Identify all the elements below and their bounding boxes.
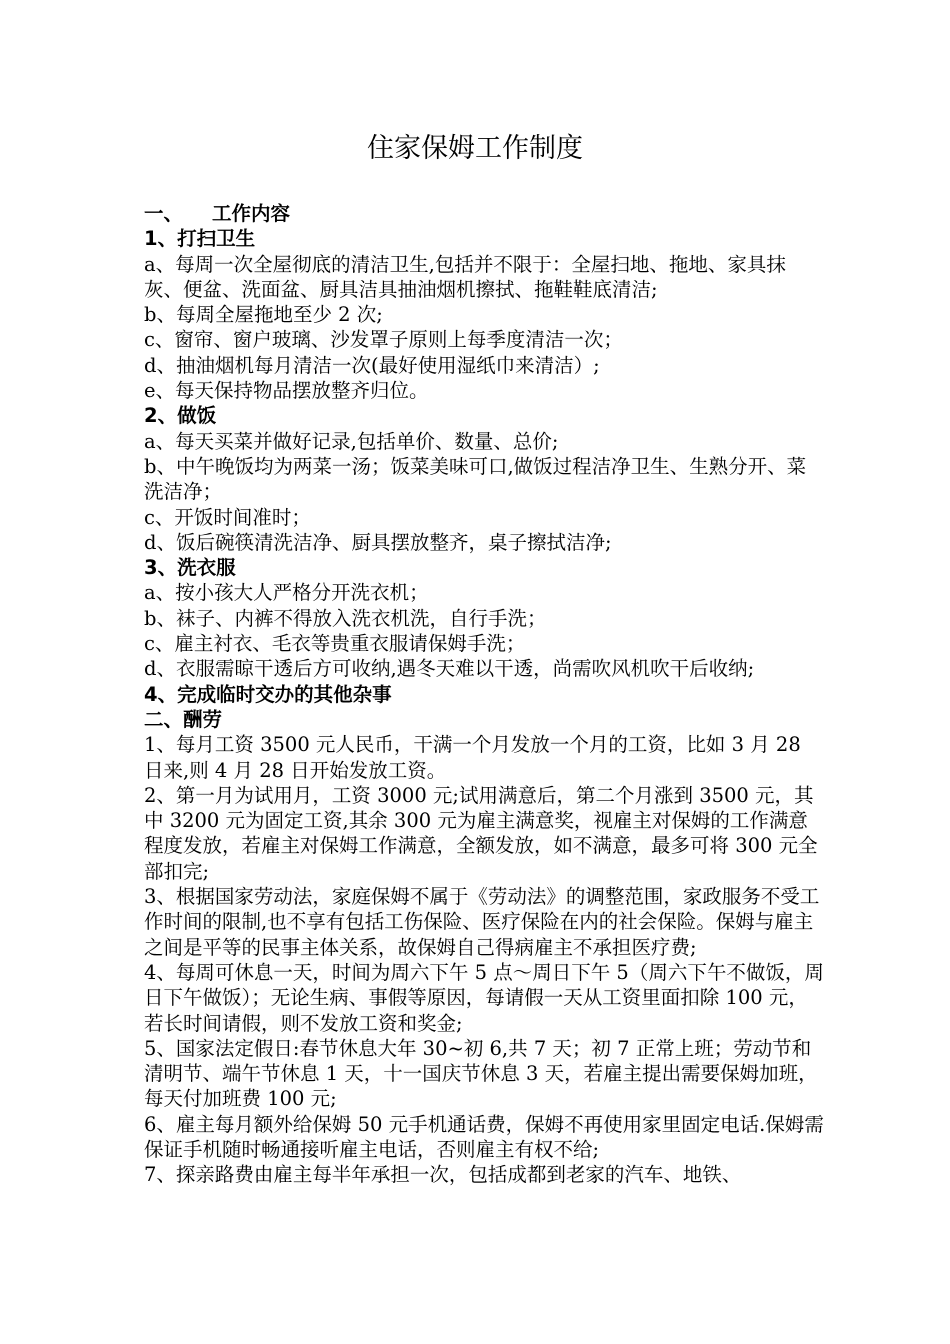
section-1-number: 一、: [144, 202, 184, 225]
pay-item-6: 6、雇主每月额外给保姆 50 元手机通话费，保姆不再使用家里固定电话.保姆需保证手机随时畅通接听雇主电话，否则雇主有权不给;: [144, 1112, 824, 1161]
subsection-laundry-heading: 3、洗衣服: [144, 556, 236, 580]
pay-item-2: 2、第一月为试用月，工资 3000 元;试用满意后，第二个月涨到 3500 元，其中 3200 元为固定工资,其余 300 元为雇主满意奖，视雇主对保姆的工作满意程度发放，若雇主对保姆工作满意，全额发放，如不满意，最多可将 300 元全部扣完;: [144, 783, 818, 883]
cleaning-item-d: d、抽油烟机每月清洁一次(最好使用湿纸巾来清洁）;: [144, 353, 600, 377]
section-2-heading: 二、酬劳: [144, 707, 223, 731]
subsection-cooking-heading: 2、做饭: [144, 404, 217, 428]
cleaning-item-a: a、每周一次全屋彻底的清洁卫生,包括并不限于：全屋扫地、拖地、家具抹灰、便盆、洗面盆、厨具洁具抽油烟机擦拭、拖鞋鞋底清洁;: [144, 252, 786, 301]
laundry-item-a: a、按小孩大人严格分开洗衣机；: [144, 581, 429, 605]
cooking-item-a: a、每天买菜并做好记录,包括单价、数量、总价;: [144, 429, 559, 453]
section-1-heading: [144, 201, 824, 226]
cleaning-item-c: c、窗帘、窗户玻璃、沙发罩子原则上每季度清洁一次；: [144, 328, 623, 352]
pay-item-3: 3、根据国家劳动法，家庭保姆不属于《劳动法》的调整范围，家政服务不受工作时间的限制,也不享有包括工伤保险、医疗保险在内的社会保险。保姆与雇主之间是平等的民事主体关系，故保姆自己得病雇主不承担医疗费;: [144, 885, 820, 959]
pay-item-1: 1、每月工资 3500 元人民币，干满一个月发放一个月的工资，比如 3 月 28 日来,则 4 月 28 日开始发放工资。: [144, 733, 801, 782]
document-title: 住家保姆工作制度: [367, 133, 583, 164]
subsection-other-tasks-heading: 4、完成临时交办的其他杂事: [144, 682, 392, 706]
document-body: [144, 201, 824, 1188]
cleaning-item-e: e、每天保持物品摆放整齐归位。: [144, 379, 429, 403]
cleaning-item-b: b、每周全屋拖地至少 2 次;: [144, 303, 383, 327]
cooking-item-c: c、开饭时间准时；: [144, 505, 311, 529]
laundry-item-b: b、袜子、内裤不得放入洗衣机洗，自行手洗；: [144, 606, 547, 630]
subsection-cleaning-heading: 1、打扫卫生: [144, 227, 256, 251]
section-1-title: 工作内容: [212, 202, 291, 225]
cooking-item-b: b、中午晚饭均为两菜一汤；饭菜美味可口,做饭过程洁净卫生、生熟分开、菜洗洁净；: [144, 454, 807, 504]
laundry-item-d: d、衣服需晾干透后方可收纳,遇冬天难以干透，尚需吹风机吹干后收纳;: [144, 657, 755, 681]
pay-item-7: 7、探亲路费由雇主每半年承担一次，包括成都到老家的汽车、地铁、: [144, 1163, 742, 1187]
pay-item-4: 4、每周可休息一天，时间为周六下午 5 点～周日下午 5（周六下午不做饭，周日下午做饭）；无论生病、事假等原因，每请假一天从工资里面扣除 100 元，若长时间请假，则不发放工资和奖金;: [144, 960, 824, 1035]
cooking-item-d: d、饭后碗筷清洗洁净、厨具摆放整齐，桌子擦拭洁净;: [144, 530, 612, 554]
laundry-item-c: c、雇主衬衣、毛衣等贵重衣服请保姆手洗；: [144, 632, 526, 656]
pay-item-5: 5、国家法定假日:春节休息大年 30~初 6,共 7 天；初 7 正常上班；劳动节和清明节、端午节休息 1 天，十一国庆节休息 3 天，若雇主提出需要保姆加班，每天付加班费 100 元;: [144, 1036, 818, 1111]
